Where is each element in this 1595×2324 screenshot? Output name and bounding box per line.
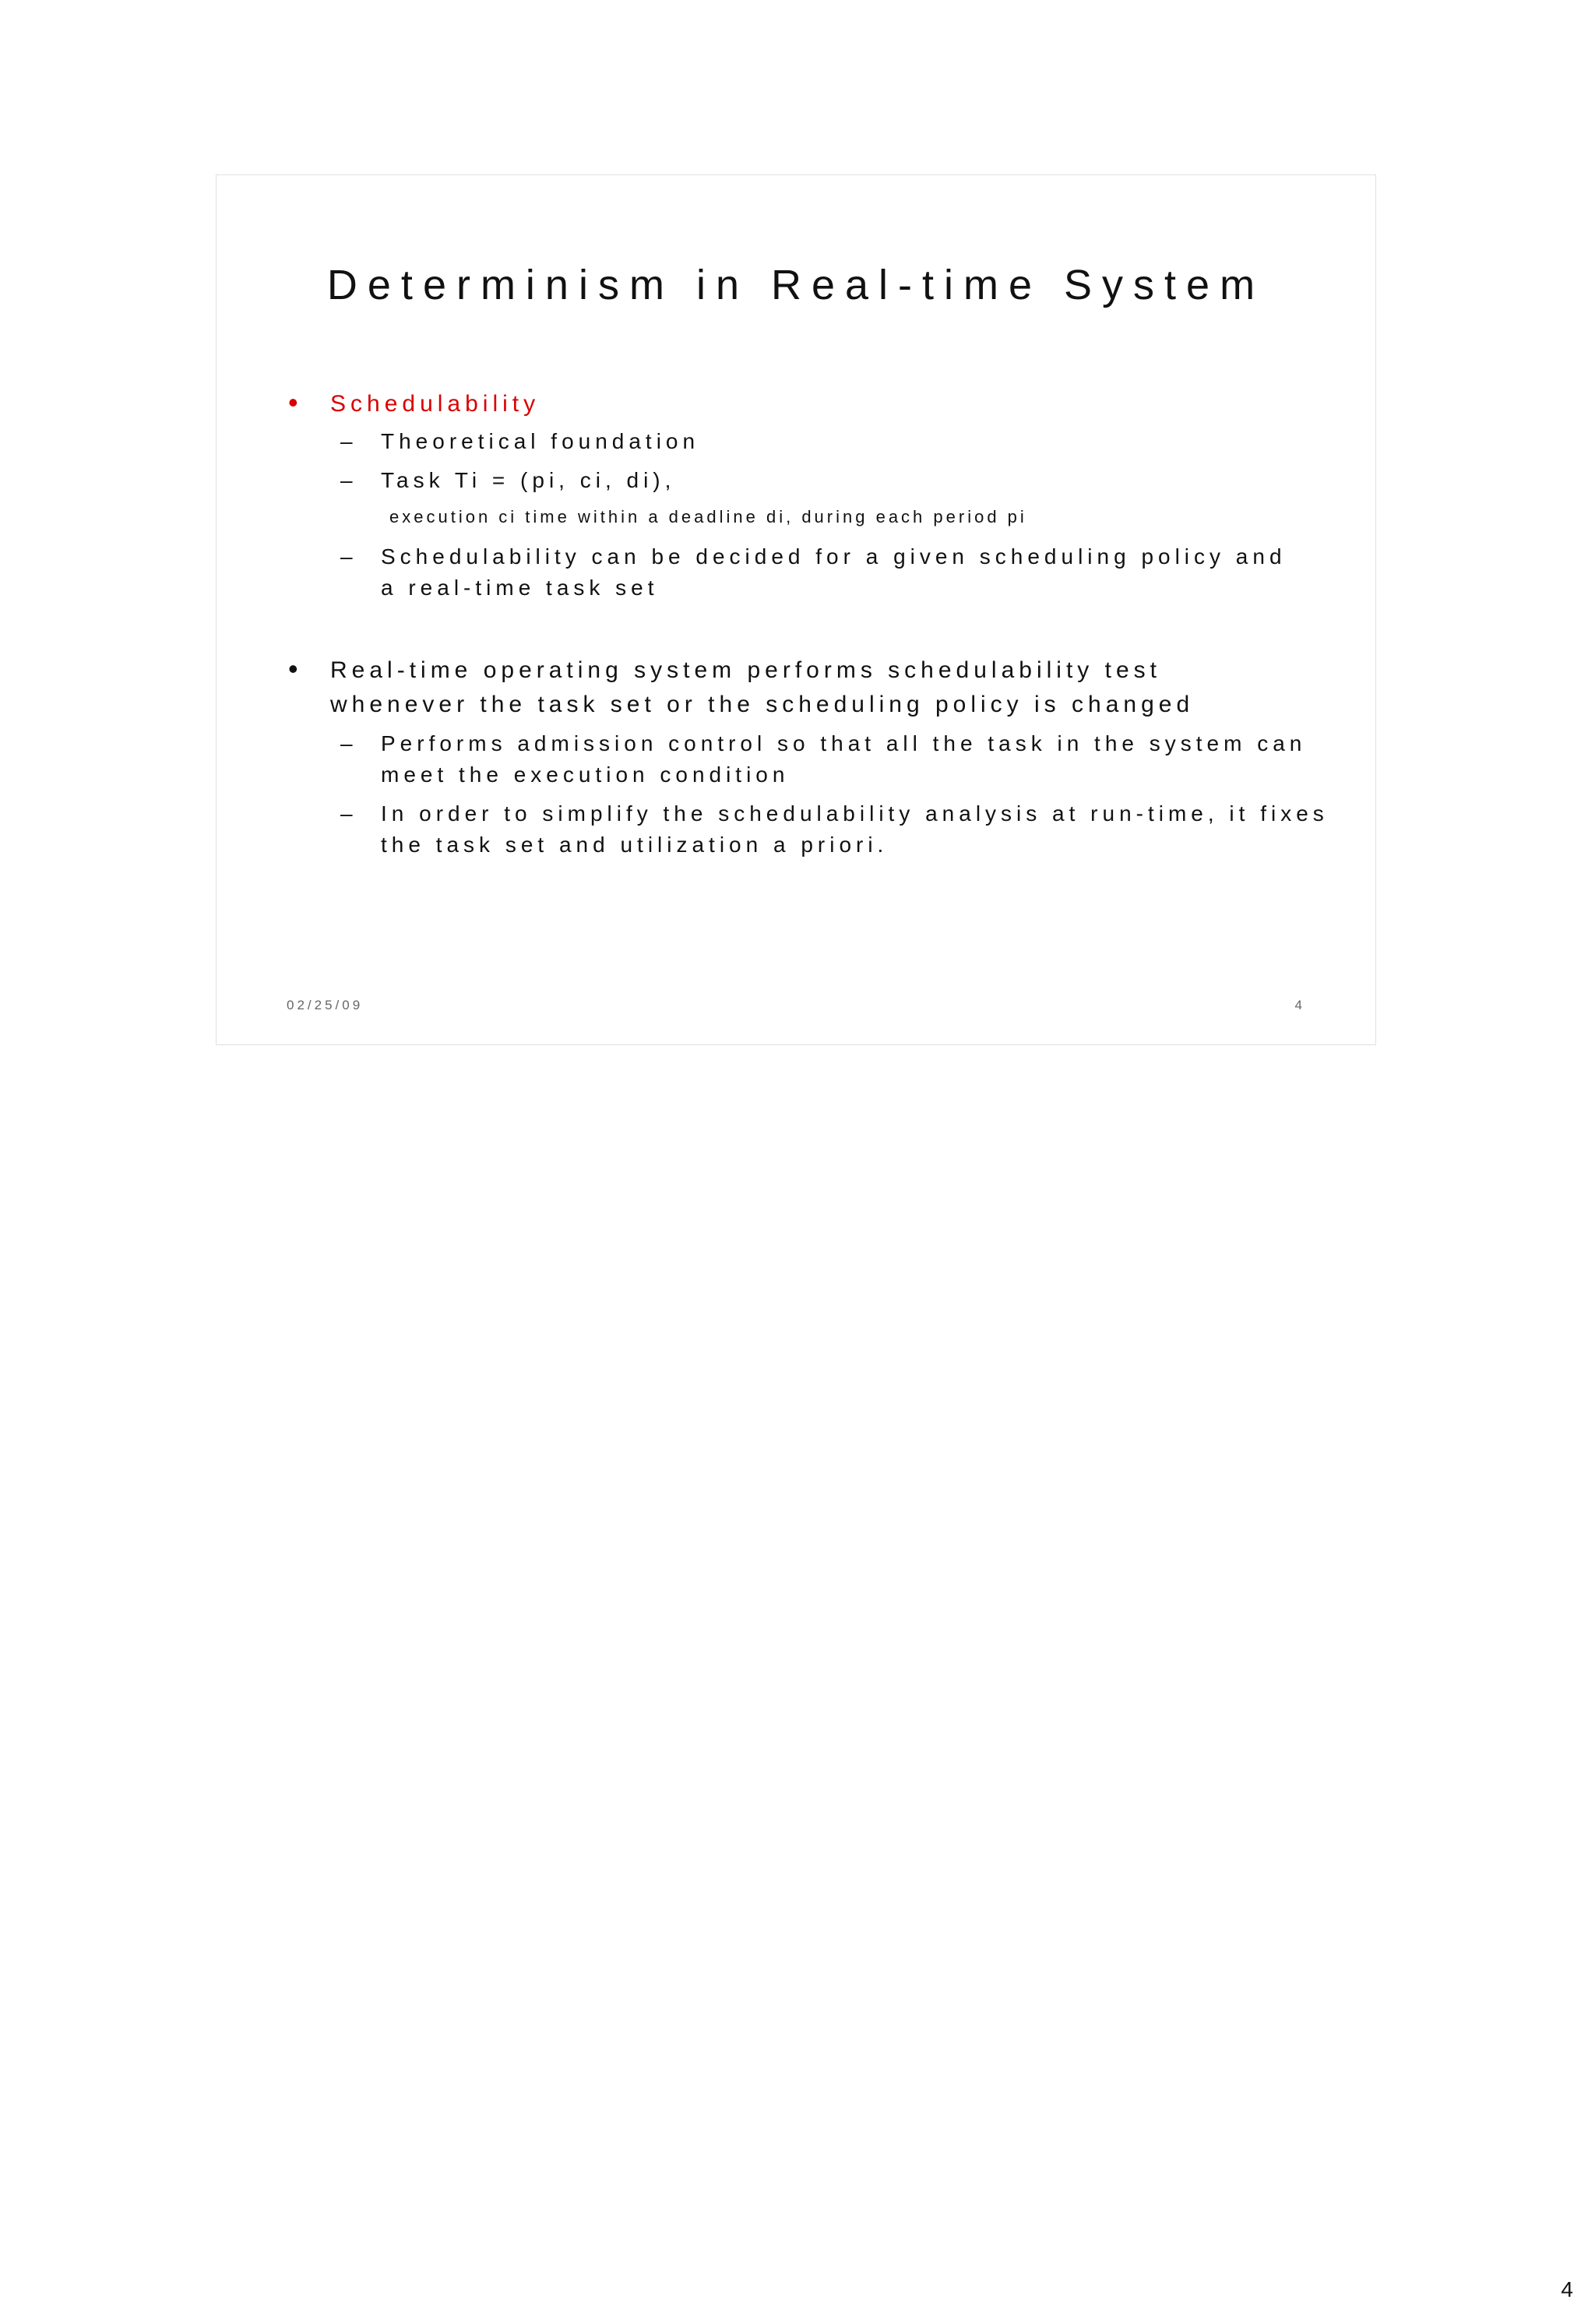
- dash-icon: –: [340, 544, 353, 569]
- dash-icon: –: [340, 731, 353, 755]
- bullet-rtos: • Real-time operating system performs schedulability test: [288, 653, 1161, 685]
- bullet-dot: •: [288, 386, 303, 418]
- slide-title: Determinism in Real-time System: [326, 262, 1266, 308]
- page-number: 4: [1561, 2277, 1573, 2301]
- sub-item: – Performs admission control so that all the task in the system can: [381, 728, 1306, 759]
- footer-slide-number: 4: [1294, 998, 1305, 1012]
- task-note: execution ci time within a deadline di, during each period pi: [389, 507, 1027, 526]
- sub-item: – In order to simplify the schedulability analysis at run-time, it fixes: [381, 798, 1329, 829]
- bullet-schedulability: [288, 386, 540, 421]
- dash-icon: –: [340, 468, 353, 492]
- bullet-dot: •: [288, 653, 303, 685]
- dash-icon: –: [340, 801, 353, 826]
- sub-item-continued: a real-time task set: [381, 576, 659, 600]
- bullet-rtos-continued: whenever the task set or the scheduling policy is changed: [330, 692, 1195, 717]
- sub-item: – Schedulability can be decided for a given scheduling policy and: [381, 541, 1287, 572]
- sub-item-continued: the task set and utilization a priori.: [381, 833, 889, 857]
- footer-date: 02/25/09: [287, 998, 364, 1012]
- sub-item: – Task Ti = (pi, ci, di),: [381, 465, 675, 496]
- dash-icon: –: [340, 429, 353, 453]
- sub-item-continued: meet the execution condition: [381, 762, 790, 787]
- slide: [216, 174, 1376, 1045]
- bullet-label: Schedulability: [330, 391, 540, 417]
- sub-item: – Theoretical foundation: [381, 426, 699, 457]
